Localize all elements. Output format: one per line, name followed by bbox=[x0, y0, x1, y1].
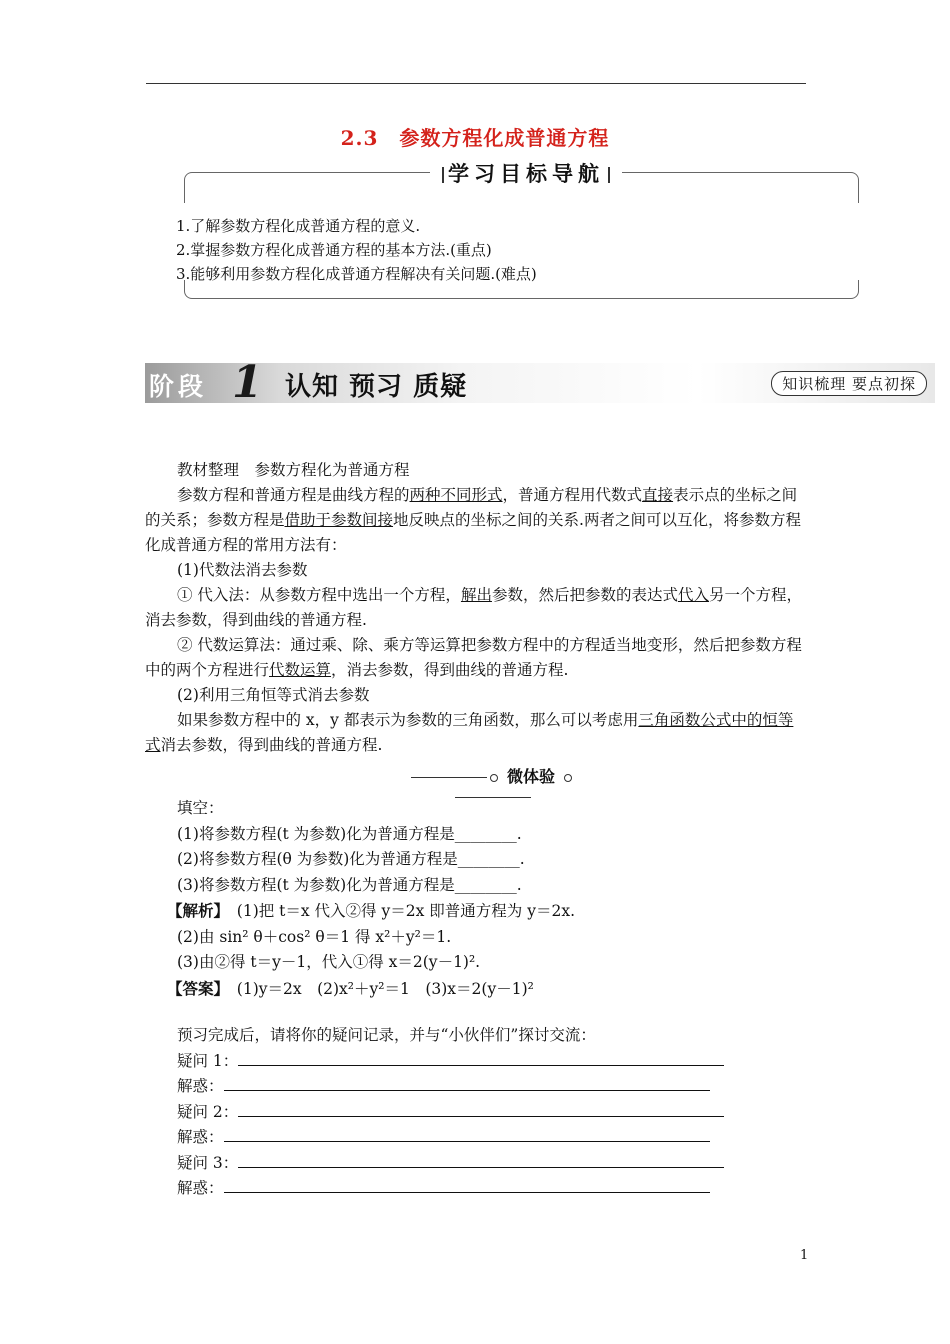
question: (1)将参数方程(t 为参数)化为普通方程是________. bbox=[177, 824, 522, 843]
note-question-3[interactable]: 疑问 3： bbox=[177, 1151, 724, 1177]
stage-title: 认知 预习 质疑 bbox=[285, 372, 468, 402]
goals-frame-bottom bbox=[184, 280, 859, 299]
learning-goals-box bbox=[176, 162, 859, 300]
goals-list bbox=[176, 214, 537, 286]
stage-label: 阶段 bbox=[149, 372, 208, 401]
textbook-section bbox=[145, 458, 808, 758]
goal-item: 3.能够利用参数方程化成普通方程解决有关问题.(难点) bbox=[176, 265, 537, 283]
stage-banner bbox=[145, 357, 935, 408]
stage-number: 1 bbox=[232, 357, 263, 408]
paragraph: 如果参数方程中的 x，y 都表示为参数的三角函数，那么可以考虑用三角函数公式中的恒等式消去参数，得到曲线的普通方程. bbox=[145, 711, 794, 754]
method-heading: (2)利用三角恒等式消去参数 bbox=[177, 686, 370, 704]
question: (3)将参数方程(t 为参数)化为普通方程是________. bbox=[177, 875, 522, 894]
method-heading: (1)代数法消去参数 bbox=[177, 561, 308, 579]
note-answer-1[interactable]: 解惑： bbox=[177, 1074, 724, 1100]
question-notes bbox=[177, 1023, 724, 1202]
note-question-1[interactable]: 疑问 1： bbox=[177, 1049, 724, 1075]
section-title: 2.3 参数方程化成普通方程 bbox=[340, 126, 610, 150]
note-answer-2[interactable]: 解惑： bbox=[177, 1125, 724, 1151]
circle-icon bbox=[564, 774, 572, 782]
exercise-section bbox=[145, 796, 808, 1002]
solution: 【解析】 (1)把 t＝x 代入②得 y＝2x 即普通方程为 y＝2x. bbox=[167, 901, 575, 920]
goal-item: 2.掌握参数方程化成普通方程的基本方法.(重点) bbox=[176, 241, 492, 259]
stage-tag: 知识梳理 要点初探 bbox=[771, 371, 927, 396]
paragraph: 参数方程和普通方程是曲线方程的两种不同形式，普通方程用代数式直接表示点的坐标之间的关系；参数方程是借助于参数间接地反映点的坐标之间的关系.两者之间可以互化，将参数方程化成普通方程的常用方法有： bbox=[145, 486, 801, 554]
exercise-label: 填空： bbox=[177, 799, 224, 817]
mini-experience-heading: 微体验 bbox=[378, 764, 608, 806]
solution-line: (2)由 sin² θ＋cos² θ＝1 得 x²＋y²＝1. bbox=[177, 927, 452, 946]
question: (2)将参数方程(θ 为参数)化为普通方程是________. bbox=[177, 850, 525, 868]
goals-header: 学习目标导航 bbox=[430, 158, 622, 188]
page-number: 1 bbox=[800, 1248, 809, 1263]
textbook-heading: 教材整理 参数方程化为普通方程 bbox=[177, 461, 410, 479]
paragraph: ② 代数运算法：通过乘、除、乘方等运算把参数方程中的方程适当地变形，然后把参数方程中的两个方程进行代数运算，消去参数，得到曲线的普通方程. bbox=[145, 636, 802, 679]
solution-line: (3)由②得 t＝y－1，代入①得 x＝2(y－1)². bbox=[177, 953, 481, 971]
goal-item: 1.了解参数方程化成普通方程的意义. bbox=[176, 217, 421, 235]
circle-icon bbox=[490, 774, 498, 782]
note-answer-3[interactable]: 解惑： bbox=[177, 1176, 724, 1202]
answer: 【答案】 (1)y＝2x (2)x²＋y²＝1 (3)x＝2(y－1)² bbox=[167, 978, 534, 998]
header-rule bbox=[146, 83, 806, 84]
note-question-2[interactable]: 疑问 2： bbox=[177, 1100, 724, 1126]
notes-intro: 预习完成后，请将你的疑问记录，并与“小伙伴们”探讨交流： bbox=[177, 1026, 596, 1044]
paragraph: ① 代入法：从参数方程中选出一个方程，解出参数，然后把参数的表达式代入另一个方程，消去参数，得到曲线的普通方程. bbox=[145, 586, 802, 629]
